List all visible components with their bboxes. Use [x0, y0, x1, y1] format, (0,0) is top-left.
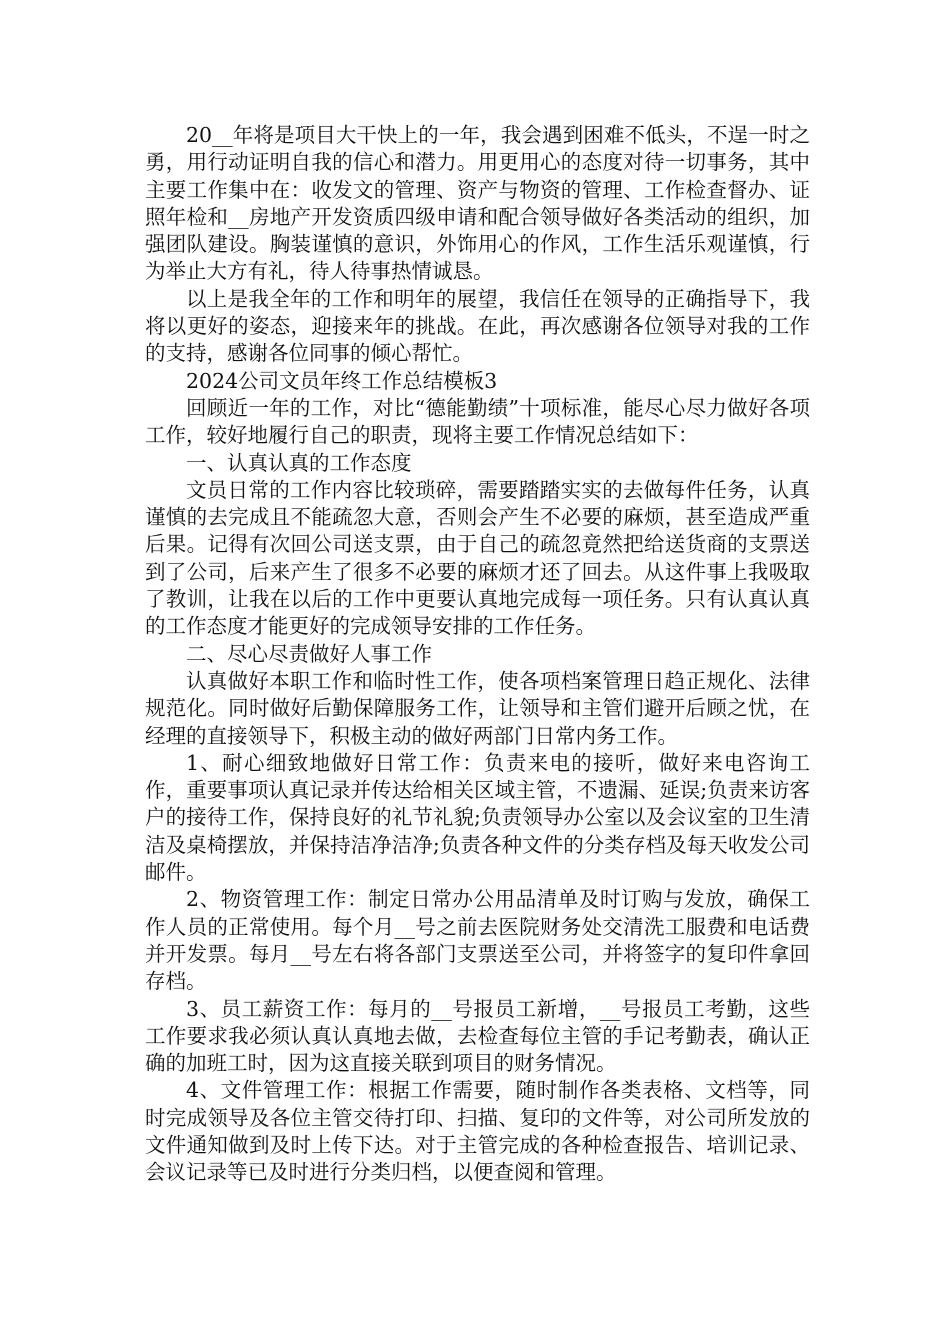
document-page [145, 122, 810, 1187]
list-item-paragraph: 3、员工薪资工作：每月的__号报员工新增，__号报员工考勤，这些工作要求我必须认真认真地去做，去检查每位主管的手记考勤表，确认正确的加班工时，因为这直接关联到项目的财务情况。 [145, 996, 810, 1076]
section-heading: 二、尽心尽责做好人事工作 [186, 641, 432, 666]
body-paragraph: 认真做好本职工作和临时性工作，使各项档案管理日趋正规化、法律规范化。同时做好后勤保障服务工作，让领导和主管们避开后顾之忧，在经理的直接领导下，积极主动的做好两部门日常内务工作。 [145, 668, 810, 748]
list-item-paragraph: 2、物资管理工作：制定日常办公用品清单及时订购与发放，确保工作人员的正常使用。每个月__号之前去医院财务处交清洗工服费和电话费并开发票。每月__号左右将各部门支票送至公司，并将签字的复印件拿回存档。 [145, 887, 810, 994]
body-paragraph: 以上是我全年的工作和明年的展望，我信任在领导的正确指导下，我将以更好的姿态，迎接来年的挑战。在此，再次感谢各位领导对我的工作的支持，感谢各位同事的倾心帮忙。 [145, 286, 810, 366]
body-paragraph: 回顾近一年的工作，对比“德能勤绩”十项标准，能尽心尽力做好各项工作，较好地履行自己的职责，现将主要工作情况总结如下： [145, 395, 810, 448]
list-item-paragraph: 4、文件管理工作：根据工作需要，随时制作各类表格、文档等，同时完成领导及各位主管交待打印、扫描、复印的文件等，对公司所发放的文件通知做到及时上传下达。对于主管完成的各种检查报告、培训记录、会议记录等已及时进行分类归档，以便查阅和管理。 [145, 1078, 810, 1185]
body-paragraph: 文员日常的工作内容比较琐碎，需要踏踏实实的去做每件任务，认真谨慎的去完成且不能疏忽大意，否则会产生不必要的麻烦，甚至造成严重后果。记得有次回公司送支票，由于自己的疏忽竟然把给送货商的支票送到了公司，后来产生了很多不必要的麻烦才还了回去。从这件事上我吸取了教训，让我在以后的工作中更要认真地完成每一项任务。只有认真认真的工作态度才能更好的完成领导安排的工作任务。 [145, 477, 810, 639]
list-item-paragraph: 1、耐心细致地做好日常工作：负责来电的接听，做好来电咨询工作，重要事项认真记录并传达给相关区域主管，不遗漏、延误;负责来访客户的接待工作，保持良好的礼节礼貌;负责领导办公室以及会议室的卫生清洁及桌椅摆放，并保持洁净洁净;负责各种文件的分类存档及每天收发公司邮件。 [145, 750, 810, 885]
section-title: 2024公司文员年终工作总结模板3 [186, 368, 498, 393]
section-heading: 一、认真认真的工作态度 [186, 450, 412, 475]
body-paragraph: 20__年将是项目大干快上的一年，我会遇到困难不低头，不逞一时之勇，用行动证明自我的信心和潜力。用更用心的态度对待一切事务，其中主要工作集中在：收发文的管理、资产与物资的管理、工作检查督办、证照年检和__房地产开发资质四级申请和配合领导做好各类活动的组织，加强团队建设。胸装谨慎的意识，外饰用心的作风，工作生活乐观谨慎，行为举止大方有礼，待人待事热情诚恳。 [145, 123, 810, 284]
